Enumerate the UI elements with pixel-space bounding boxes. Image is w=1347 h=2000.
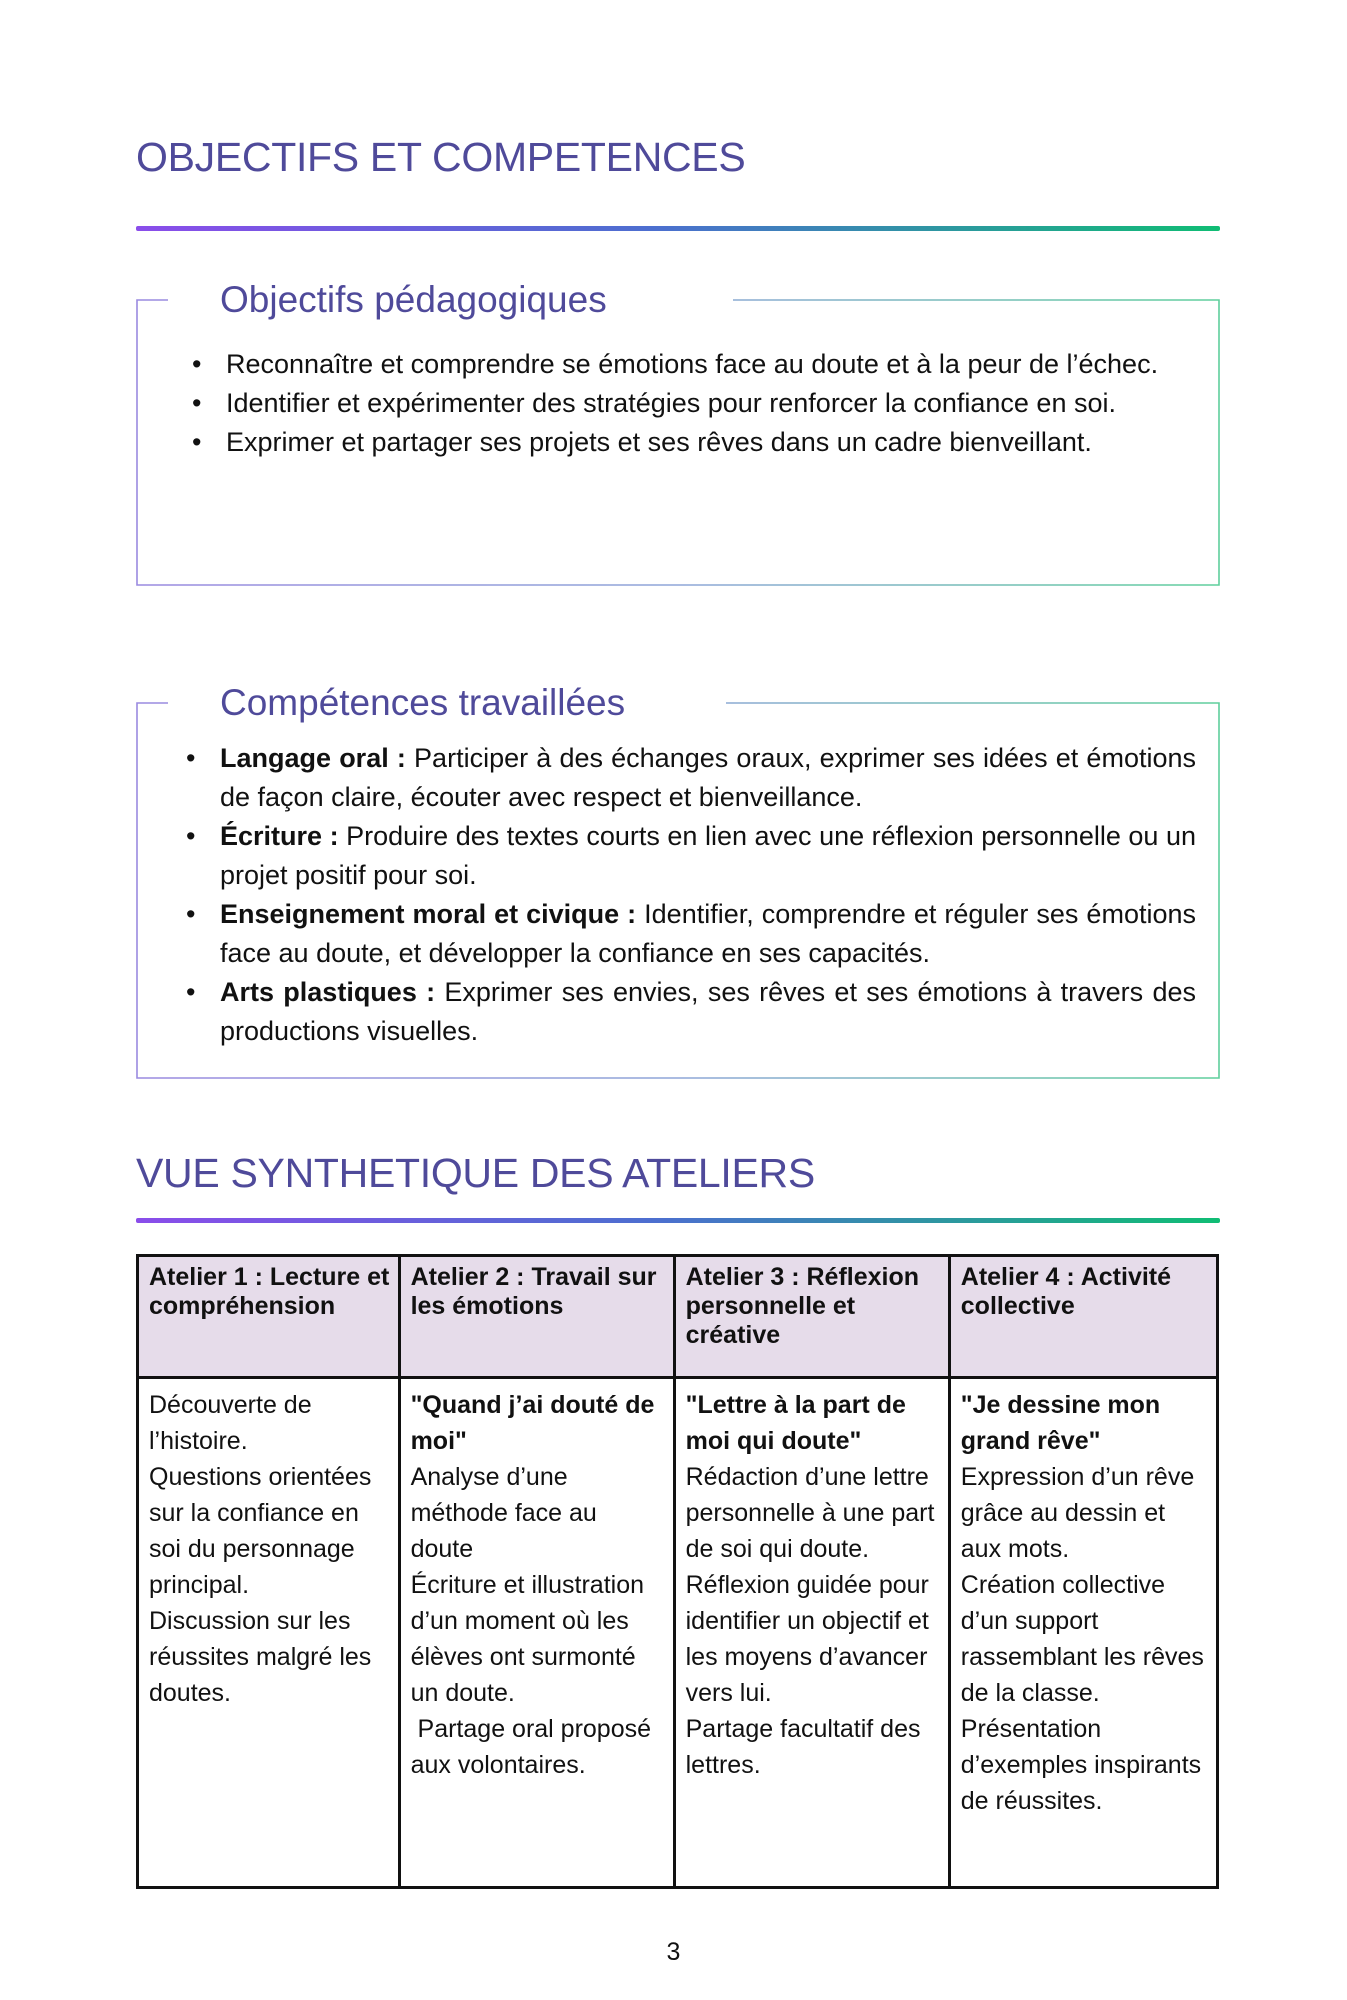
cell-line: Découverte de l’histoire. — [149, 1391, 312, 1455]
cell-bold-title: "Lettre à la part de moi qui doute" — [685, 1391, 906, 1455]
table-cell — [138, 1378, 400, 1888]
competence-text: Exprimer ses envies, ses rêves et ses émotions à travers des productions visuelles. — [220, 977, 1196, 1046]
page-number: 3 — [666, 1938, 681, 1966]
cell-line: Discussion sur les réussites malgré les doutes. — [149, 1607, 372, 1707]
table-cell — [674, 1378, 949, 1888]
section-title-objectifs-competences: OBJECTIFS ET COMPETENCES — [136, 134, 746, 180]
cell-bold-title: "Je dessine mon grand rêve" — [960, 1391, 1161, 1455]
competences-title: Compétences travaillées — [220, 682, 626, 723]
cell-line: Réflexion guidée pour identifier un objectif et les moyens d’avancer vers lui. — [685, 1571, 929, 1707]
competences-list — [184, 739, 1196, 1051]
section-divider — [136, 226, 1220, 231]
cell-line: Création collective d’un support rassemblant les rêves de la classe. — [960, 1571, 1204, 1707]
competence-text: Identifier, comprendre et réguler ses émotions face au doute, et développer la confiance en ses capacités. — [220, 899, 1196, 968]
table-header-row — [138, 1256, 1218, 1378]
competence-label: Langage oral : — [220, 743, 406, 773]
section-title-vue-synthetique: VUE SYNTHETIQUE DES ATELIERS — [136, 1150, 815, 1196]
objectifs-box — [136, 279, 1220, 587]
cell-line: Partage oral proposé aux volontaires. — [410, 1715, 658, 1779]
competence-label: Enseignement moral et civique : — [220, 899, 637, 929]
table-cell — [399, 1378, 674, 1888]
list-item — [184, 895, 1196, 973]
cell-bold-title: "Quand j’ai douté de moi" — [410, 1391, 655, 1455]
objectifs-title: Objectifs pédagogiques — [220, 279, 607, 320]
table-header-cell: Atelier 1 : Lecture et compréhension — [138, 1256, 400, 1378]
competences-box — [136, 682, 1220, 1080]
competence-label: Arts plastiques : — [220, 977, 436, 1007]
cell-line: Présentation d’exemples inspirants de réussites. — [960, 1715, 1202, 1815]
list-item — [184, 973, 1196, 1051]
list-item: • Reconnaître et comprendre se émotions face au doute et à la peur de l’échec. — [190, 345, 1196, 384]
table-header-cell: Atelier 4 : Activité collective — [949, 1256, 1217, 1378]
list-item — [184, 817, 1196, 895]
cell-line: Partage facultatif des lettres. — [685, 1715, 921, 1779]
ateliers-table — [136, 1254, 1219, 1889]
competence-label: Écriture : — [220, 821, 339, 851]
list-item: • Exprimer et partager ses projets et ses rêves dans un cadre bienveillant. — [190, 423, 1196, 462]
table-cell — [949, 1378, 1217, 1888]
table-header-cell: Atelier 2 : Travail sur les émotions — [399, 1256, 674, 1378]
table-row — [138, 1378, 1218, 1888]
cell-line: Analyse d’une méthode face au doute — [410, 1463, 597, 1563]
cell-line: Questions orientées sur la confiance en soi du personnage principal. — [149, 1463, 372, 1599]
competence-text: Produire des textes courts en lien avec une réflexion personnelle ou un projet positif pour soi. — [220, 821, 1196, 890]
objectifs-list — [190, 345, 1196, 462]
cell-line: Écriture et illustration d’un moment où les élèves ont surmonté un doute. — [410, 1571, 645, 1707]
table-header-cell: Atelier 3 : Réflexion personnelle et créative — [674, 1256, 949, 1378]
cell-line: Expression d’un rêve grâce au dessin et aux mots. — [960, 1463, 1195, 1563]
list-item: • Identifier et expérimenter des stratégies pour renforcer la confiance en soi. — [190, 384, 1196, 423]
competence-text: Participer à des échanges oraux, exprimer ses idées et émotions de façon claire, écouter avec respect et bienveillance. — [220, 743, 1196, 812]
section-divider — [136, 1218, 1220, 1223]
list-item — [184, 739, 1196, 817]
cell-line: Rédaction d’une lettre personnelle à une part de soi qui doute. — [685, 1463, 935, 1563]
